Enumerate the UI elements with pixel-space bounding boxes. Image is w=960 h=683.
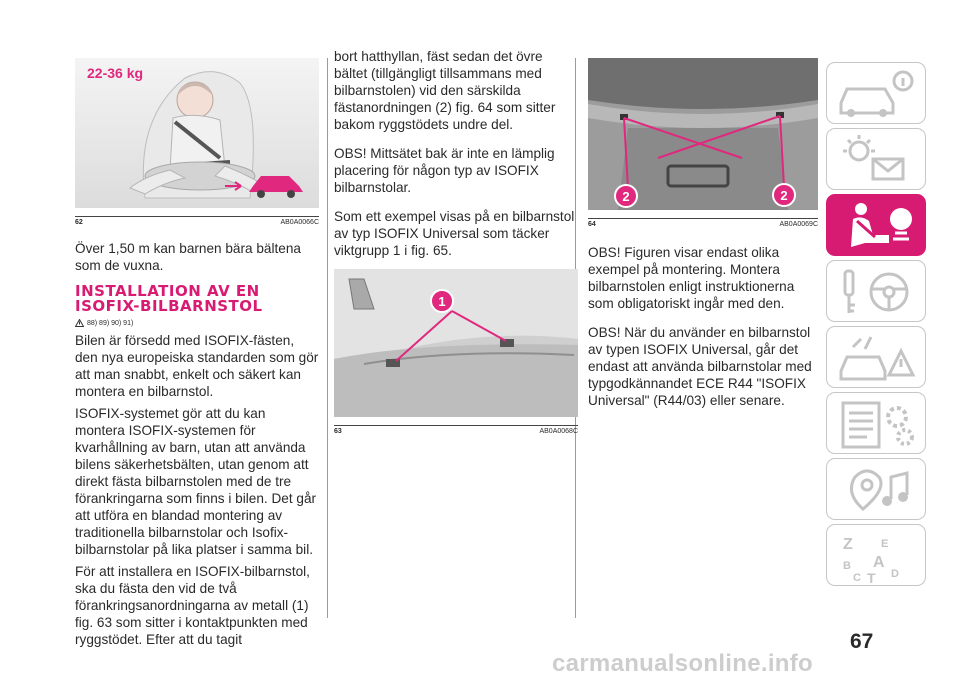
svg-text:Z: Z (843, 536, 853, 553)
paragraph: Som ett exempel visas på en bilbarnstol av typ ISOFIX Universal som täcker viktgrupp 1 i fig. 65. (334, 209, 575, 258)
callout-marker (773, 184, 795, 206)
tab-dashboard-lights[interactable] (826, 128, 926, 190)
page-number: 67 (850, 630, 874, 653)
svg-text:B: B (843, 560, 851, 572)
tab-multimedia[interactable] (826, 458, 926, 520)
figure-number: 64 (588, 221, 596, 228)
figure-62 (75, 58, 319, 213)
seat-airbag-icon (827, 195, 927, 257)
callout-marker (431, 290, 453, 312)
tab-car-info[interactable] (826, 62, 926, 124)
svg-text:2: 2 (622, 189, 630, 204)
figure-number: 63 (334, 428, 342, 435)
callout-marker (615, 185, 637, 207)
weight-group-label: 22-36 kg (87, 65, 144, 81)
car-service-icon (827, 393, 927, 455)
figure-64 (588, 58, 818, 215)
figure-code: AB0A0069C (779, 221, 818, 228)
column-divider (327, 58, 328, 618)
warning-references: 88) 89) 90) 91) (75, 319, 319, 327)
tab-index[interactable] (826, 524, 926, 586)
svg-text:1: 1 (438, 294, 446, 309)
tab-starting-driving[interactable] (826, 260, 926, 322)
svg-text:A: A (873, 554, 885, 571)
note-paragraph: OBS! Mittsätet bak är inte en lämplig placering för någon typ av ISOFIX bilbarnstolar. (334, 146, 555, 195)
column-3 (588, 58, 818, 409)
isofix-anchor-photo (334, 269, 578, 417)
car-info-icon (827, 63, 927, 125)
section-heading: INSTALLATION AV EN ISOFIX-BILBARNSTOL (75, 282, 263, 315)
figure-63 (334, 269, 578, 422)
svg-text:2: 2 (780, 188, 788, 203)
paragraph: ISOFIX-systemet gör att du kan montera ISOFIX-systemen för kvarhållning av barn, utan att använda bilens säkerhetsbälten, utan genom att direkt fästa bilbarnstolen med de tre förankringarna som finns i bilen. Det går att utföra en blandad montering av traditionella bilbarnstolar och Isofix-bilbarnstolar på lika platser i samma bil. (75, 406, 317, 557)
rear-anchor-photo (588, 58, 818, 210)
svg-text:T: T (867, 570, 876, 586)
note-paragraph: OBS! Figuren visar endast olika exempel på montering. Montera bilbarnstolen enligt instruktionerna som obligatoriskt ingår med den. (588, 245, 795, 311)
paragraph: Bilen är försedd med ISOFIX-fästen, den nya europeiska standarden som gör att man snabbt, enkelt och säkert kan montera en bilbarnstol. (75, 333, 319, 399)
figure-caption (334, 425, 578, 435)
index-abc-icon (827, 525, 927, 587)
svg-text:C: C (853, 572, 861, 584)
paragraph: För att installera en ISOFIX-bilbarnstol, ska du fästa den vid de två förankringsanordningarna av metall (1) fig. 63 som sitter i kontaktpunkten med ryggstödet. Efter att du tagit (75, 564, 310, 647)
paragraph: bort hatthyllan, fäst sedan det övre bältet (tillgängligt tillsammans med bilbarnstolen) vid den särskilda fästanordningen (2) fig. 64 som sitter bakom ryggstödets undre del. (334, 49, 556, 132)
figure-number: 62 (75, 219, 83, 226)
dashboard-lights-icon (827, 129, 927, 191)
watermark: carmanualsonline.info (552, 650, 814, 677)
tab-safety[interactable] (826, 194, 926, 256)
media-navigation-icon (827, 459, 927, 521)
svg-text:D: D (891, 568, 899, 580)
tab-emergency[interactable] (826, 326, 926, 388)
child-booster-seat-illustration (75, 58, 319, 208)
svg-text:E: E (881, 538, 889, 550)
figure-caption (75, 216, 319, 226)
intro-paragraph: Över 1,50 m kan barnen bära bältena som de vuxna. (75, 241, 301, 273)
figure-code: AB0A0066C (280, 219, 319, 226)
warning-triangle-icon (75, 319, 84, 327)
note-paragraph: OBS! När du använder en bilbarnstol av typen ISOFIX Universal, går det endast att använda bilbarnstolar med typgodkännandet ECE R44 "ISOFIX Universal" (R44/03) eller senare. (588, 325, 812, 408)
figure-caption (588, 218, 818, 228)
figure-code: AB0A0068C (539, 428, 578, 435)
car-warning-icon (827, 327, 927, 389)
tab-maintenance[interactable] (826, 392, 926, 454)
column-2 (334, 48, 578, 435)
key-steering-icon (827, 261, 927, 323)
column-1 (75, 58, 319, 648)
